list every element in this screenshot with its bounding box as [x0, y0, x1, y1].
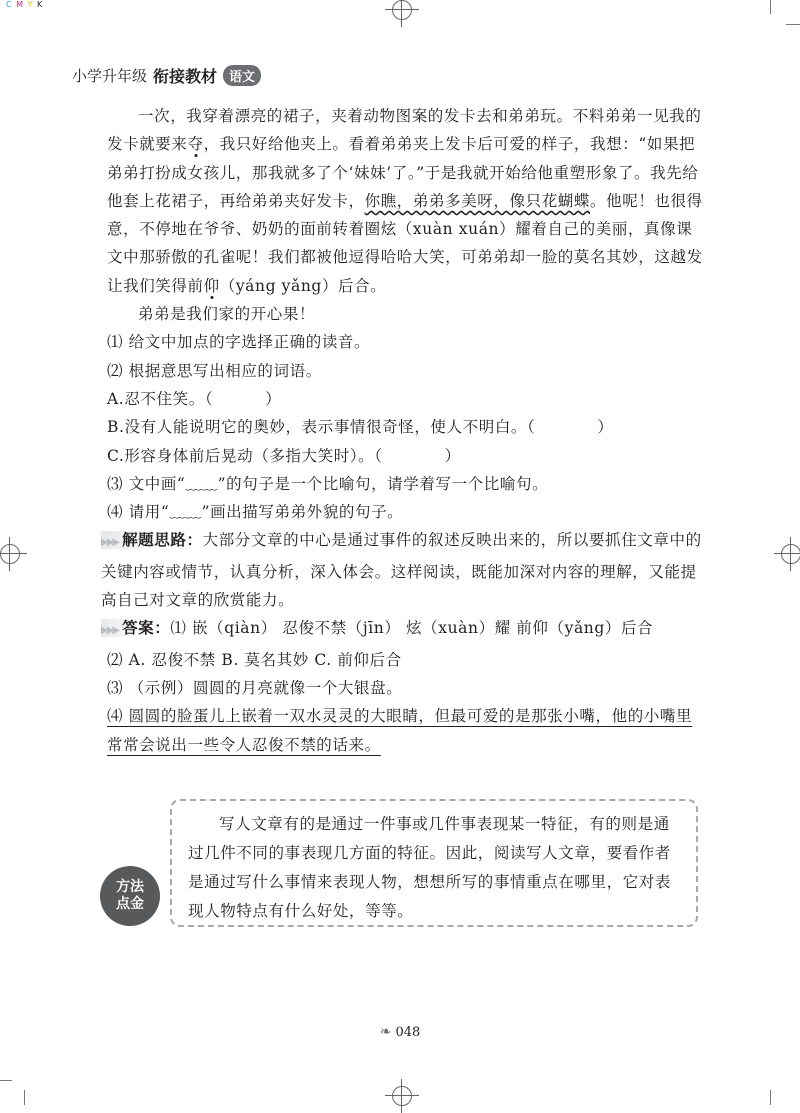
crop-mark — [24, 1090, 25, 1105]
question-1: ⑴ 给文中加点的字选择正确的读音。 — [107, 333, 371, 352]
page-number: 048 — [395, 1025, 421, 1040]
subject-badge: 语文 — [223, 65, 261, 86]
question-2: ⑵ 根据意思写出相应的词语。 — [107, 361, 322, 380]
answer-label: 答案： — [122, 619, 171, 638]
header-book: 衔接教材 — [153, 67, 218, 86]
question-2c: C.形容身体前后晃动（多指大笑时）。（ ） — [107, 446, 461, 465]
triple-arrow-icon: ▶▶▶ — [101, 625, 119, 637]
question-2a: A.忍不住笑。（ ） — [107, 389, 282, 408]
header-grade: 小学升年级 — [72, 67, 148, 85]
page-footer — [0, 1024, 800, 1040]
answer-3: ⑶ （示例）圆圆的月亮就像一个大银盘。 — [107, 678, 403, 697]
method-tip-text: 写人文章有的是通过一件事或几件事表现某一特征，有的则是通过几件不同的事表现几方面的特征。因此，阅读写人文章，要看作者是通过写什么事情来表现人物，想想所写的事情重点在哪里，它对表现人物特点有什么好处，等等。 — [188, 815, 672, 920]
dotted-char: 夺 — [187, 135, 204, 154]
question-2b: B.没有人能说明它的奥妙，表示事情很奇怪，使人不明白。（ ） — [107, 418, 614, 437]
answer-2: ⑵ A. 忍俊不禁 B. 莫名其妙 C. 前仰后合 — [107, 650, 402, 669]
page-header — [72, 64, 261, 87]
registration-mark-left — [0, 544, 20, 564]
passage-paragraph-2: 弟弟是我们家的开心果！ — [138, 305, 316, 324]
passage-paragraph-1: 一次，我穿着漂亮的裙子，夹着动物图案的发卡去和弟弟玩。不料弟弟一见我的发卡就要来夺，我只好给他夹上。看着弟弟夹上发卡后可爱的样子，我想：“如果把弟弟打扮成女孩儿，那我就多了个‘妹妹’了。”于是我就开始给他重塑形象了。我先给他套上花裙子，再给弟弟夹好发卡，你瞧，弟弟多美呀，像只花蝴蝶。他呢！也很得意，不停地在爷爷、奶奶的面前转着圈炫（xuàn xuán）耀着自己的美丽，真像课文中那骄傲的孔雀呢！我们都被他逗得哈哈大笑，可弟弟却一脸的莫名其妙，这越发让我们笑得前仰（yáng yǎng）后合。 — [107, 107, 703, 295]
crop-mark — [770, 0, 771, 14]
answer-1: ⑴ 嵌（qiàn） 忍俊不禁（jīn） 炫（xuàn）耀 前仰（yǎng）后合 — [170, 619, 654, 638]
analysis-label: 解题思路： — [122, 531, 203, 550]
main-content — [101, 102, 707, 759]
analysis-text: 大部分文章的中心是通过事件的叙述反映出来的，所以要抓住文章中的关键内容或情节，认真分析，深入体会。这样阅读，既能加深对内容的理解，又能提高自己对文章的欣赏能力。 — [101, 531, 702, 610]
method-tip-box — [170, 799, 698, 927]
triple-arrow-icon: ▶▶▶ — [101, 537, 119, 549]
wavy-mark: ﹏﹏ — [185, 474, 218, 493]
registration-mark-right — [781, 544, 800, 564]
crop-mark — [786, 24, 800, 25]
crop-mark — [0, 1080, 12, 1081]
method-tip-icon: 方法 点金 — [100, 866, 160, 926]
answer-section — [101, 614, 707, 645]
cmyk-mark: C M Y K — [6, 0, 44, 9]
crop-mark — [770, 1090, 771, 1105]
question-3: ⑶ 文中画“﹏﹏”的句子是一个比喻句，请学着写一个比喻句。 — [107, 474, 549, 493]
question-4: ⑷ 请用“﹏﹏”画出描写弟弟外貌的句子。 — [107, 503, 404, 522]
swirl-icon: ❧ — [379, 1024, 392, 1040]
dotted-char: 仰 — [203, 276, 220, 295]
registration-mark-bottom — [392, 1086, 412, 1106]
analysis-section — [101, 526, 707, 614]
answer-4: ⑷ 圆圆的脸蛋儿上嵌着一双水灵灵的大眼睛，但最可爱的是那张小嘴，他的小嘴里常常会说出一些令人忍俊不禁的话来。 — [107, 707, 693, 754]
wavy-mark: ﹏﹏ — [169, 503, 202, 522]
registration-mark-top — [392, 0, 412, 20]
wavy-underlined-sentence: 你瞧，弟弟多美呀，像只花蝴蝶 — [364, 191, 591, 210]
